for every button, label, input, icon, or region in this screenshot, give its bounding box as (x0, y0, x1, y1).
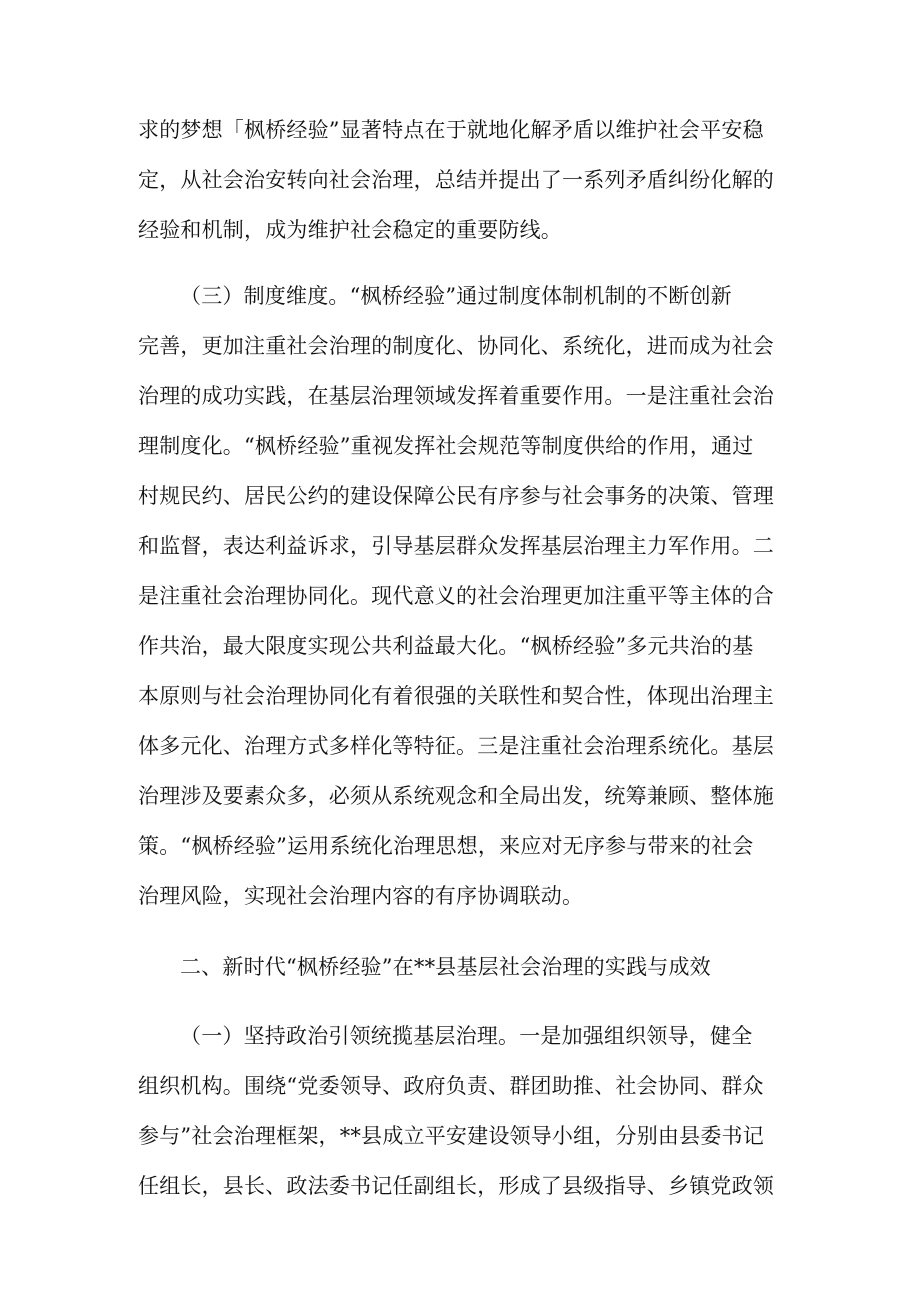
text-line: 是注重社会治理协同化。现代意义的社会治理更加注重平等主体的合 (138, 584, 774, 608)
text-line: 求的梦想「枫桥经验”显著特点在于就地化解矛盾以维护社会平安稳 (138, 118, 764, 142)
text-line: 任组长，县长、政法委书记任副组长，形成了县级指导、乡镇党政领 (138, 1174, 774, 1198)
text-line: 作共治，最大限度实现公共利益最大化。“枫桥经验”多元共治的基 (138, 634, 754, 658)
text-line: 理制度化。“枫桥经验”重视发挥社会规范等制度供给的作用，通过 (138, 434, 754, 458)
text-line: 组织机构。围绕“党委领导、政府负责、群团助推、社会协同、群众 (138, 1074, 764, 1098)
text-line: 体多元化、治理方式多样化等特征。三是注重社会治理系统化。基层 (138, 734, 774, 758)
text-line: 策。“枫桥经验”运用系统化治理思想，来应对无序参与带来的社会 (138, 834, 754, 858)
text-line: 治理的成功实践，在基层治理领域发挥着重要作用。一是注重社会治 (138, 384, 774, 408)
text-line: 定，从社会治安转向社会治理，总结并提出了一系列矛盾纠纷化解的 (138, 168, 774, 192)
text-line: 治理风险，实现社会治理内容的有序协调联动。 (138, 884, 584, 908)
text-line: 经验和机制，成为维护社会稳定的重要防线。 (138, 218, 562, 242)
text-line: 和监督，表达利益诉求，引导基层群众发挥基层治理主力军作用。二 (138, 534, 774, 558)
section-heading-political-guidance: （一）坚持政治引领统揽基层治理。一是加强组织领导，健全 (180, 1024, 753, 1048)
text-line: 完善，更加注重社会治理的制度化、协同化、系统化，进而成为社会 (138, 334, 774, 358)
text-line: 治理涉及要素众多，必须从系统观念和全局出发，统筹兼顾、整体施 (138, 784, 774, 808)
text-line: 本原则与社会治理协同化有着很强的关联性和契合性，体现出治理主 (138, 684, 774, 708)
text-line: 村规民约、居民公约的建设保障公民有序参与社会事务的决策、管理 (138, 484, 774, 508)
chapter-heading: 二、新时代“枫桥经验”在**县基层社会治理的实践与成效 (180, 955, 711, 979)
text-line: 参与”社会治理框架，**县成立平安建设领导小组，分别由县委书记 (138, 1124, 764, 1148)
section-heading-system-dimension: （三）制度维度。“枫桥经验”通过制度体制机制的不断创新 (180, 284, 732, 308)
